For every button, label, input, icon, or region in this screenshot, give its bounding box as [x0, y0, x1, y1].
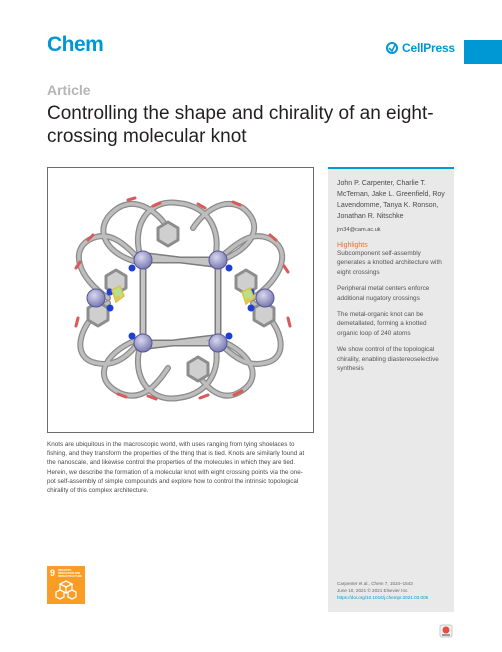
highlight-item: Peripheral metal centers enforce additional nugatory crossings — [337, 285, 430, 302]
highlight-item: Subcomponent self-assembly generates a knotted architecture with eight crossings — [337, 250, 442, 276]
abstract-text: Knots are ubiquitous in the macroscopic world, with uses ranging from tying shoelaces to fishing, and they transform the properties of the thing that is tied. Knots are similarly found at the nanoscale, and likewise control the properties of the molecules in which they are tied. Herein, we describe the formation of a molecular knot with eight crossing points via the one-pot self-assembly of simple compounds and explore how to control the intrinsic topological chirality of this complex architecture. — [47, 441, 305, 495]
journal-logo[interactable]: Chem — [47, 33, 104, 56]
highlight-item: We show control of the topological chirality, enabling diastereoselective synthesis — [337, 346, 439, 373]
sdg-number: 9 — [50, 568, 56, 578]
citation-line: Carpenter et al., Chem 7, 1534–1543 — [337, 581, 413, 586]
publisher-logo[interactable] — [386, 41, 455, 55]
doi-link[interactable]: https://doi.org/10.1016/j.chempr.2021.03.005 — [337, 595, 429, 601]
sidebar — [328, 167, 454, 612]
cellpress-icon — [386, 42, 398, 54]
molecular-knot-structure — [48, 168, 313, 432]
citation — [337, 580, 455, 602]
corresponding-email[interactable]: jrn34@cam.ac.uk — [337, 227, 381, 233]
copyright-line: June 10, 2021 © 2021 Elsevier Inc. — [337, 588, 409, 594]
check-for-updates-icon[interactable] — [439, 624, 453, 638]
highlights-heading: Highlights — [337, 242, 368, 249]
publisher-name: CellPress — [402, 41, 455, 55]
article-type: Article — [47, 82, 91, 98]
sdg-label: INDUSTRY, INNOVATION AND INFRASTRUCTURE — [58, 569, 82, 578]
infrastructure-cubes-icon — [55, 580, 77, 600]
authors[interactable]: John P. Carpenter, Charlie T. McTernan, Jake L. Greenfield, Roy Lavendomme, Tanya K. Ronson, Jonathan R. Nitschke — [337, 180, 445, 220]
sdg-badge[interactable] — [47, 566, 85, 604]
article-title: Controlling the shape and chirality of an eight-crossing molecular knot — [47, 103, 434, 147]
highlight-item: The metal-organic knot can be demetallated, forming a knotted organic loop of 240 atoms — [337, 311, 427, 337]
header-accent-block — [464, 40, 502, 64]
graphical-abstract — [47, 167, 314, 433]
